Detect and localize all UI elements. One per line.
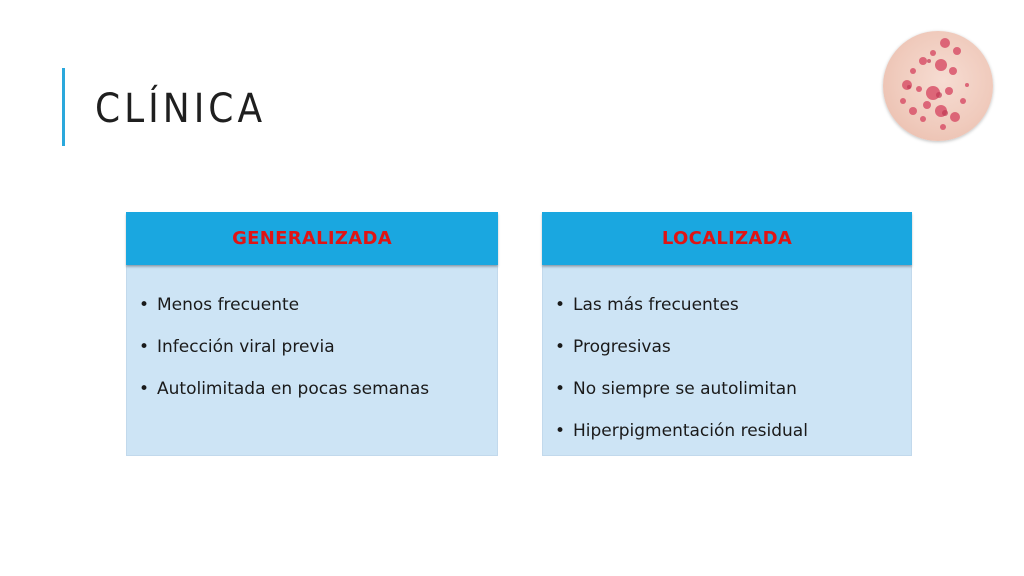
bullet-icon: • bbox=[139, 337, 150, 357]
page-title: CLÍNICA bbox=[95, 86, 267, 132]
list-item: • Autolimitada en pocas semanas bbox=[139, 368, 497, 410]
bullet-icon: • bbox=[139, 295, 150, 315]
skin-lesion-photo bbox=[883, 31, 993, 141]
list-item: • Progresivas bbox=[555, 326, 911, 368]
panel-header: GENERALIZADA bbox=[126, 212, 498, 265]
bullet-icon: • bbox=[139, 379, 150, 399]
panel-body bbox=[542, 265, 912, 456]
bullet-icon: • bbox=[555, 337, 566, 357]
skin-lesion-image bbox=[883, 31, 993, 141]
bullet-icon: • bbox=[555, 379, 566, 399]
panel-header: LOCALIZADA bbox=[542, 212, 912, 265]
list-item: • Menos frecuente bbox=[139, 284, 497, 326]
panel-localizada bbox=[542, 212, 912, 456]
bullet-icon: • bbox=[555, 295, 566, 315]
bullet-list bbox=[543, 266, 911, 452]
panel-body bbox=[126, 265, 498, 456]
bullet-icon: • bbox=[555, 421, 566, 441]
bullet-list bbox=[127, 266, 497, 410]
panel-generalizada bbox=[126, 212, 498, 456]
title-accent-bar bbox=[62, 68, 65, 146]
list-item: • Las más frecuentes bbox=[555, 284, 911, 326]
list-item: • Hiperpigmentación residual bbox=[555, 410, 911, 452]
list-item: • Infección viral previa bbox=[139, 326, 497, 368]
list-item: • No siempre se autolimitan bbox=[555, 368, 911, 410]
